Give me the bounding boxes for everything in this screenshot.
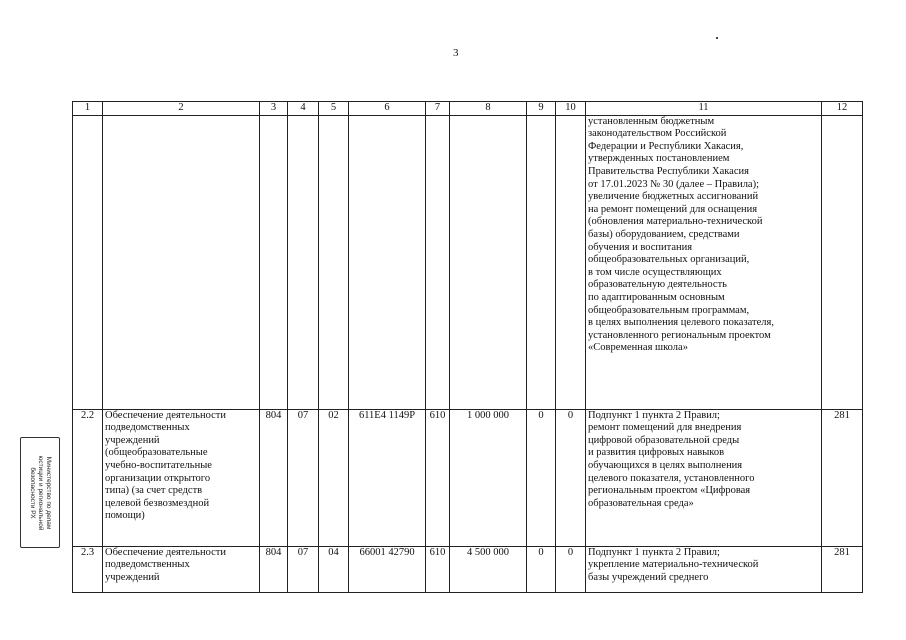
- amount-cell-2: 0: [527, 546, 556, 592]
- basis-cell: Подпункт 1 пункта 2 Правил; ремонт помещений для внедрения цифровой образовательной среды и развития цифровых навыков обучающихся в целях выполнения целевого показателя, установленного региональным проектом «Цифровая образовательная среда»: [586, 409, 822, 546]
- amount-cell: [450, 115, 527, 409]
- header-cell-9: 9: [527, 102, 556, 116]
- code-cell: 804: [260, 546, 288, 592]
- program-cell: 281: [822, 409, 863, 546]
- scan-speck: [716, 37, 718, 39]
- target-item-cell: [349, 115, 426, 409]
- basis-cell: установленным бюджетным законодательством Российской Федерации и Республики Хакасия, утвержденных постановлением Правительства Республики Хакасия от 17.01.2023 № 30 (далее – Правила); увеличение бюджетных ассигнований на ремонт помещений для оснащения (обновления материально-технической базы) оборудованием, средствами обучения и воспитания общеобразовательных организаций, в том числе осуществляющих образовательную деятельность по адаптированным основным общеобразовательным программам, в целях выполнения целевого показателя, установленного региональным проектом «Современная школа»: [586, 115, 822, 409]
- section-cell: [288, 115, 319, 409]
- stamp-text: Министерство по делам юстиции и региональной безопасности РХ: [29, 454, 52, 531]
- basis-cell: Подпункт 1 пункта 2 Правил; укрепление материально-технической базы учреждений среднего: [586, 546, 822, 592]
- amount-cell-2: [527, 115, 556, 409]
- code-cell: 804: [260, 409, 288, 546]
- target-item-cell: 66001 42790: [349, 546, 426, 592]
- expense-type-cell: 610: [426, 546, 450, 592]
- amount-cell: 4 500 000: [450, 546, 527, 592]
- amount-cell-3: 0: [556, 409, 586, 546]
- table-row: [73, 409, 863, 546]
- table-row: [73, 546, 863, 592]
- section-cell: 07: [288, 409, 319, 546]
- header-cell-3: 3: [260, 102, 288, 116]
- header-cell-8: 8: [450, 102, 527, 116]
- page-number: 3: [453, 47, 459, 59]
- subsection-cell: 04: [319, 546, 349, 592]
- code-cell: [260, 115, 288, 409]
- row-number-cell: [73, 115, 103, 409]
- registration-stamp: [20, 437, 60, 548]
- target-item-cell: 611E4 1149P: [349, 409, 426, 546]
- budget-table: [72, 101, 863, 593]
- amount-cell: 1 000 000: [450, 409, 527, 546]
- name-cell: Обеспечение деятельности подведомственных учреждений (общеобразовательные учебно-воспитательные организации открытого типа) (за счет средств целевой безвозмездной помощи): [103, 409, 260, 546]
- amount-cell-3: 0: [556, 546, 586, 592]
- amount-cell-2: 0: [527, 409, 556, 546]
- header-cell-12: 12: [822, 102, 863, 116]
- subsection-cell: 02: [319, 409, 349, 546]
- name-cell: [103, 115, 260, 409]
- header-cell-10: 10: [556, 102, 586, 116]
- header-cell-7: 7: [426, 102, 450, 116]
- row-number-cell: 2.3: [73, 546, 103, 592]
- section-cell: 07: [288, 546, 319, 592]
- table-row: [73, 115, 863, 409]
- header-cell-1: 1: [73, 102, 103, 116]
- expense-type-cell: 610: [426, 409, 450, 546]
- header-cell-11: 11: [586, 102, 822, 116]
- header-cell-5: 5: [319, 102, 349, 116]
- header-cell-4: 4: [288, 102, 319, 116]
- table-header-row: [73, 102, 863, 116]
- name-cell: Обеспечение деятельности подведомственных учреждений: [103, 546, 260, 592]
- amount-cell-3: [556, 115, 586, 409]
- subsection-cell: [319, 115, 349, 409]
- header-cell-6: 6: [349, 102, 426, 116]
- program-cell: [822, 115, 863, 409]
- row-number-cell: 2.2: [73, 409, 103, 546]
- program-cell: 281: [822, 546, 863, 592]
- header-cell-2: 2: [103, 102, 260, 116]
- expense-type-cell: [426, 115, 450, 409]
